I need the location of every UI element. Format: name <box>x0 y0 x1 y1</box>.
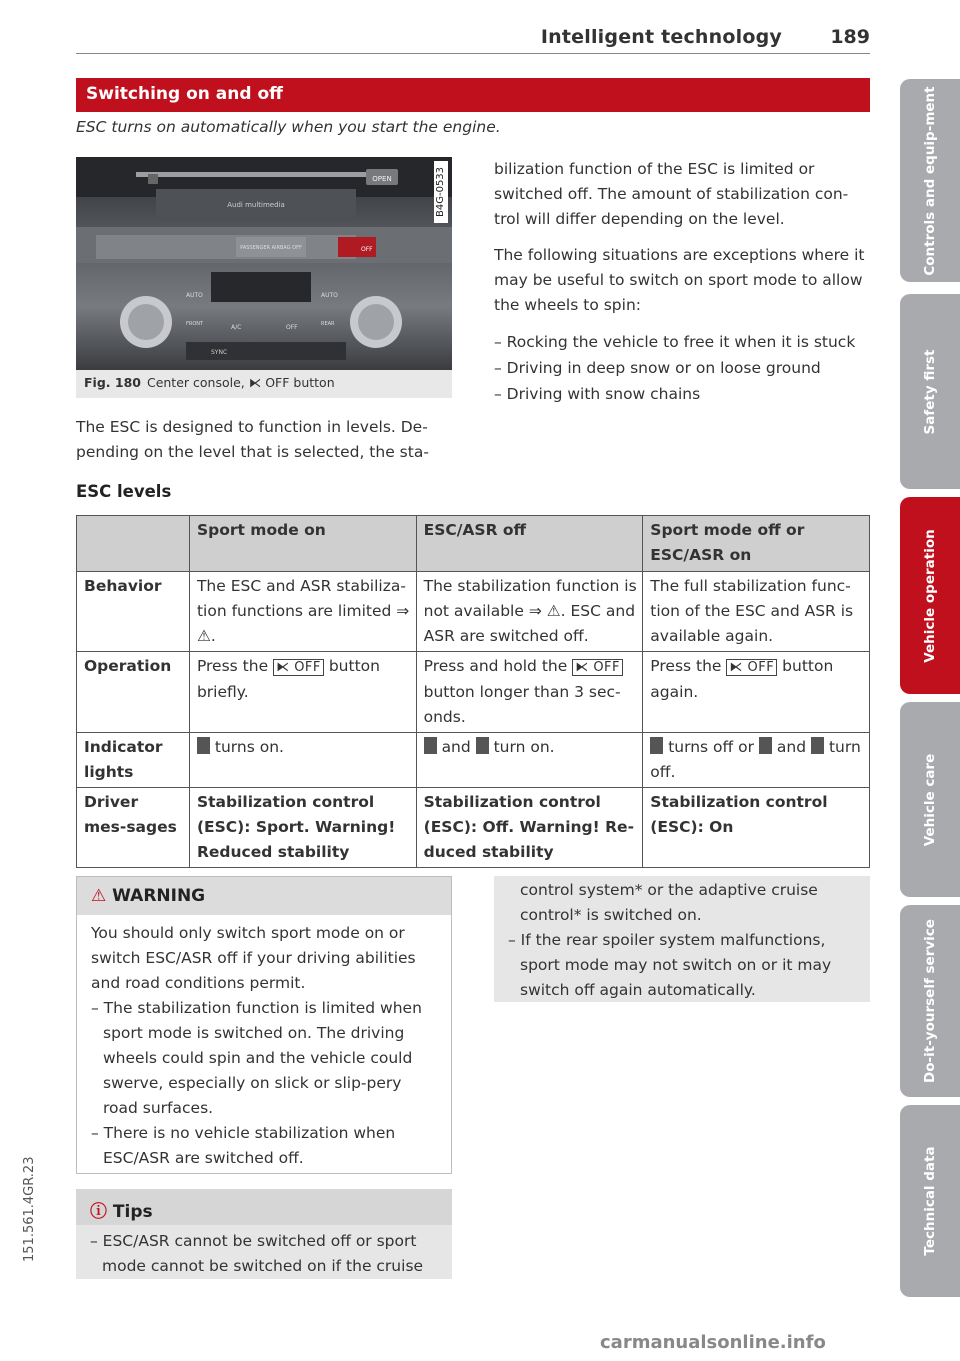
table-row <box>77 572 870 652</box>
info-icon: ⓘ <box>90 1202 107 1222</box>
passenger-airbag-label: PASSENGER AIRBAG OFF <box>240 245 302 251</box>
indicator-text: turn off. <box>650 738 861 781</box>
warning-title: WARNING <box>112 886 206 906</box>
list-item: – Driving in deep snow or on loose ground <box>494 359 821 377</box>
tab-vehicle-operation[interactable] <box>900 497 960 694</box>
esc-levels-table <box>76 515 870 868</box>
operation-text: Press the <box>650 657 722 675</box>
left-paragraph: The ESC is designed to function in levels. De-pending on the level that is selected, the sta- <box>76 418 429 461</box>
indicator-text: turns off or <box>668 738 755 756</box>
indicator-text: turns on. <box>214 738 284 756</box>
message-esc-off: Stabilization control (ESC): Off. Warning! Re-duced stability <box>416 788 643 868</box>
tab-technical-data[interactable] <box>900 1105 960 1297</box>
auto-left-label: AUTO <box>186 292 203 299</box>
esc-levels-heading: ESC levels <box>76 482 172 501</box>
front-label: FRONT <box>186 321 204 327</box>
caption-text: Center console, ⧔ OFF button <box>146 375 335 390</box>
ac-label: A/C <box>231 324 242 331</box>
tips-continued <box>494 876 870 1002</box>
row-label-indicator: Indicator lights <box>77 733 190 788</box>
right-paragraph-2: The following situations are exceptions where it may be useful to switch on sport mode to allow the wheels to spin: <box>494 246 865 314</box>
esc-off-key: ⧔ OFF <box>572 659 623 676</box>
indicator-text: and <box>776 738 807 756</box>
header-title: Intelligent technology <box>540 26 782 48</box>
document-code: 151.561.4GR.23 <box>22 1156 37 1262</box>
operation-text: Press and hold the <box>423 657 568 675</box>
list-item: – Driving with snow chains <box>494 385 701 403</box>
list-item: – There is no vehicle stabilization when ESC/ASR are switched off. <box>91 1124 396 1167</box>
tab-label: Vehicle care <box>922 753 938 846</box>
table-row <box>77 733 870 788</box>
figure-caption <box>84 375 335 390</box>
esc-off-key: ⧔ OFF <box>273 659 324 676</box>
esc-off-lamp-icon <box>650 737 663 754</box>
list-item: control system* or the adaptive cruise control* is switched on. <box>520 881 818 924</box>
open-label: OPEN <box>372 175 392 183</box>
page-number: 189 <box>830 26 870 48</box>
console-photo <box>76 157 452 370</box>
indicator-sport-on <box>189 733 416 788</box>
section-banner: Switching on and off <box>76 78 870 112</box>
off-label: OFF <box>286 324 298 331</box>
tab-label: Safety first <box>922 349 938 434</box>
row-label-messages: Driver mes-sages <box>77 788 190 868</box>
exception-list <box>494 329 874 407</box>
row-label-behavior: Behavior <box>77 572 190 652</box>
warning-body <box>77 915 451 1171</box>
watermark: carmanualsonline.info <box>600 1332 826 1353</box>
indicator-text: turn on. <box>493 738 555 756</box>
operation-text: button briefly. <box>196 657 380 701</box>
list-item: – ESC/ASR cannot be switched off or sport mode cannot be switched on if the cruise <box>90 1232 424 1275</box>
tab-label: Controls and equip-ment <box>922 85 938 276</box>
tips-continued-list <box>508 878 856 1003</box>
page-header <box>76 24 870 54</box>
audi-mmi-label: Audi multimedia <box>227 201 285 209</box>
behavior-sport-on: The ESC and ASR stabiliza-tion functions are limited ⇒ ⚠. <box>189 572 416 652</box>
message-sport-on: Stabilization control (ESC): Sport. Warning! Reduced stability <box>189 788 416 868</box>
console-illustration <box>76 157 452 370</box>
esc-off-lamp-icon <box>424 737 437 754</box>
esc-off-lamp-icon <box>197 737 210 754</box>
tab-label: Technical data <box>922 1146 938 1256</box>
warning-list <box>91 996 437 1171</box>
table-header-row <box>77 516 870 572</box>
operation-text: Press the <box>196 657 269 675</box>
list-item: – If the rear spoiler system malfunctions, sport mode may not switch on or it may switch off again automatically. <box>508 931 832 999</box>
indicator-esc-off <box>416 733 643 788</box>
message-sport-off: Stabilization control (ESC): On <box>643 788 870 868</box>
operation-esc-off <box>416 652 643 733</box>
table-row <box>77 652 870 733</box>
esc-asr-off-lamp-icon <box>811 737 824 754</box>
behavior-sport-off: The full stabilization func-tion of the ESC and ASR is available again. <box>643 572 870 652</box>
tab-vehicle-care[interactable] <box>900 702 960 897</box>
tab-safety[interactable] <box>900 294 960 489</box>
table-row <box>77 788 870 868</box>
esc-off-lamp-icon <box>759 737 772 754</box>
figure-center-console <box>76 157 452 398</box>
caption-number: Fig. 180 <box>84 375 141 390</box>
warning-header <box>77 877 451 915</box>
esc-off-key: ⧔ OFF <box>726 659 777 676</box>
sync-label: SYNC <box>211 349 228 356</box>
esc-asr-off-lamp-icon <box>476 737 489 754</box>
indicator-text: and <box>441 738 471 756</box>
behavior-esc-off: The stabilization function is not available ⇒ ⚠. ESC and ASR are switched off. <box>416 572 643 652</box>
operation-sport-on <box>189 652 416 733</box>
tips-box <box>76 1189 452 1279</box>
indicator-sport-off <box>643 733 870 788</box>
operation-text: button again. <box>650 657 834 701</box>
tips-body <box>76 1225 452 1283</box>
warning-box <box>76 876 452 1174</box>
figure-code: B4G-0533 <box>434 161 448 223</box>
tips-title: Tips <box>112 1202 153 1222</box>
right-paragraph-1: bilization function of the ESC is limited or switched off. The amount of stabilization con-trol will differ depending on the level. <box>494 160 849 228</box>
list-item: – Rocking the vehicle to free it when it is stuck <box>494 333 856 351</box>
tips-header <box>76 1189 452 1225</box>
warning-icon: ⚠ <box>91 886 107 906</box>
header-empty <box>77 516 190 572</box>
esc-off-button-label: OFF <box>361 246 373 253</box>
intro-text: ESC turns on automatically when you start the engine. <box>76 118 501 136</box>
row-label-operation: Operation <box>77 652 190 733</box>
tab-controls[interactable] <box>900 79 960 282</box>
operation-text: button longer than 3 sec-onds. <box>423 683 621 726</box>
operation-sport-off <box>643 652 870 733</box>
list-item: – The stabilization function is limited when sport mode is switched on. The driving wheels could spin and the vehicle could swerve, especially on slick or slip-pery road surfaces. <box>91 999 422 1117</box>
warning-intro: You should only switch sport mode on or switch ESC/ASR off if your driving abilities and road conditions permit. <box>91 924 416 992</box>
header-esc-asr-off: ESC/ASR off <box>416 516 643 572</box>
header-sport-mode-off: Sport mode off or ESC/ASR on <box>643 516 870 572</box>
tab-label: Do-it-yourself service <box>922 919 938 1083</box>
header-sport-mode-on: Sport mode on <box>189 516 416 572</box>
tab-do-it-yourself[interactable] <box>900 905 960 1097</box>
tab-label: Vehicle operation <box>922 528 938 663</box>
auto-right-label: AUTO <box>321 292 338 299</box>
rear-label: REAR <box>321 321 335 327</box>
